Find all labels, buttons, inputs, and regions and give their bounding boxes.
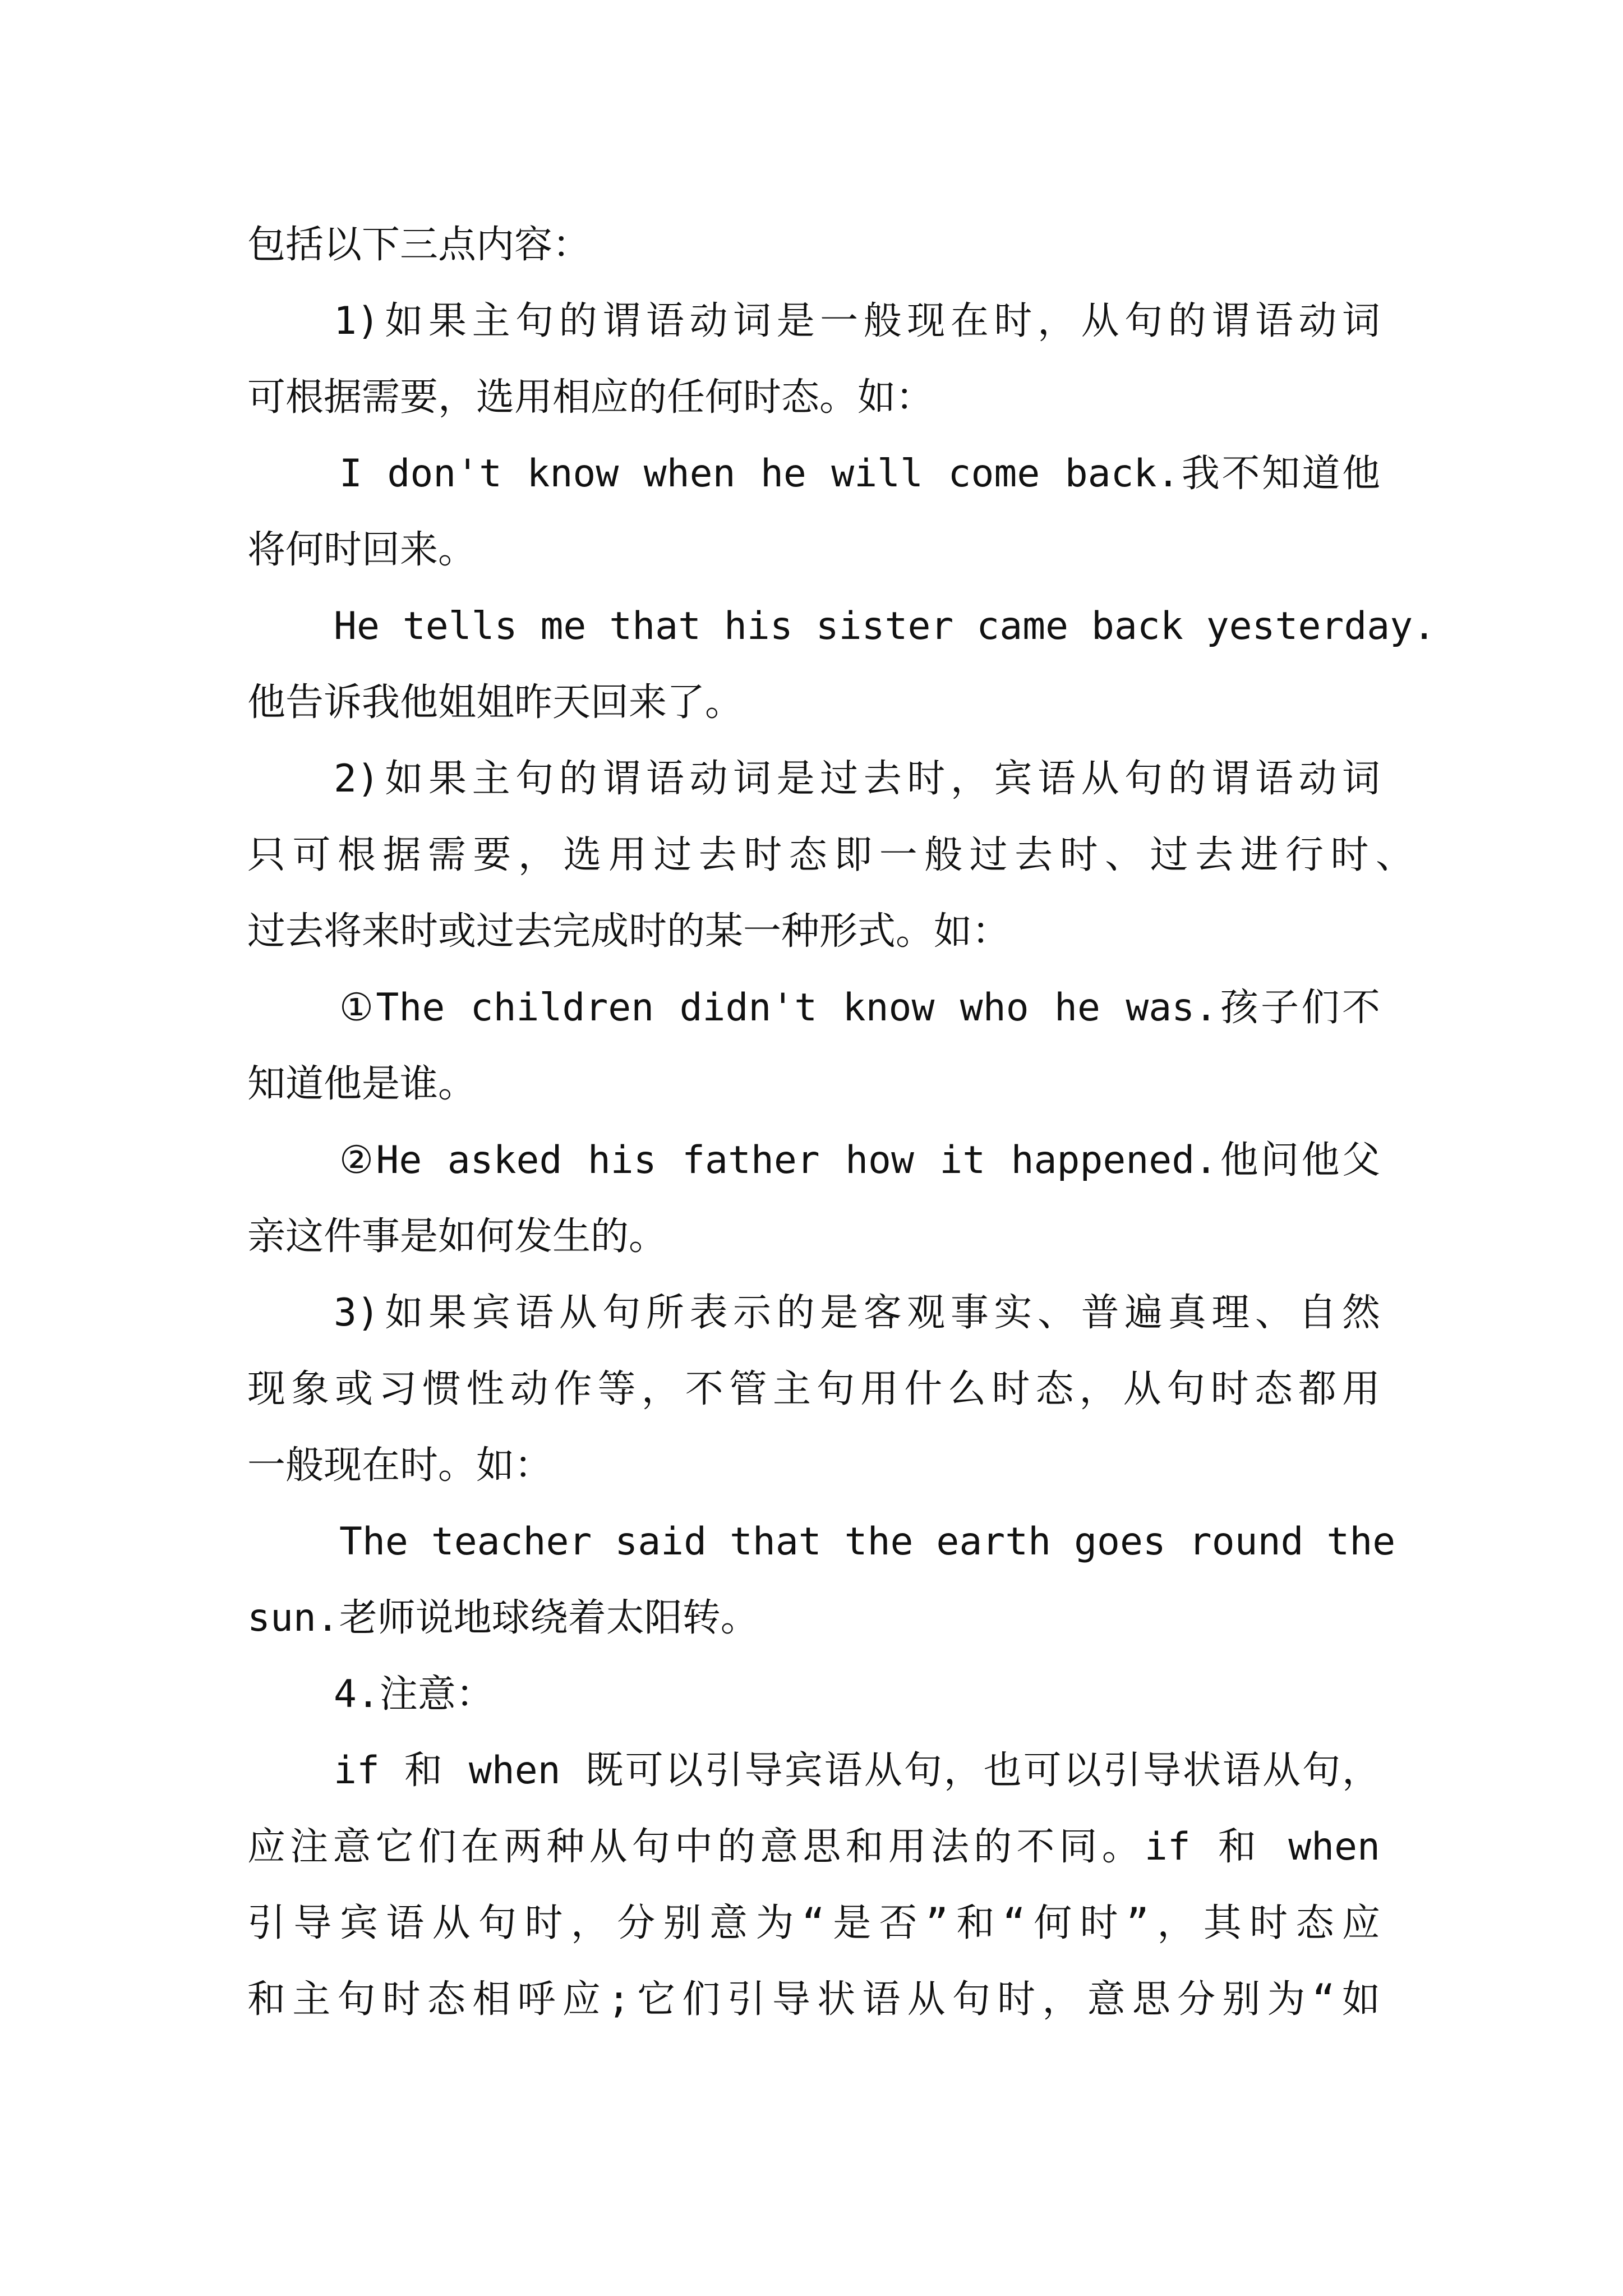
text-line: 他告诉我他姐姐昨天回来了。 — [247, 680, 744, 725]
text-line: 2)如果主句的谓语动词是过去时，宾语从句的谓语动词 — [334, 757, 1380, 801]
text-line: 一般现在时。如： — [247, 1443, 553, 1488]
text-line: 包括以下三点内容： — [247, 223, 591, 267]
text-line: 可根据需要，选用相应的任何时态。如： — [247, 375, 934, 420]
text-line: 3)如果宾语从句所表示的是客观事实、普遍真理、自然 — [334, 1291, 1380, 1335]
text-line: I don't know when he will come back.我不知道他 — [339, 452, 1380, 496]
text-line: ②He asked his father how it happened.他问他父 — [339, 1138, 1380, 1182]
text-line: 将何时回来。 — [247, 528, 477, 572]
text-line: 现象或习惯性动作等，不管主句用什么时态，从句时态都用 — [247, 1367, 1380, 1411]
text-line: 只可根据需要，选用过去时态即一般过去时、过去进行时、 — [247, 833, 1414, 877]
text-line: 过去将来时或过去完成时的某一种形式。如： — [247, 909, 1011, 954]
text-line: 引导宾语从句时，分别意为“是否”和“何时”，其时态应 — [247, 1901, 1380, 1945]
text-line: 亲这件事是如何发生的。 — [247, 1214, 667, 1259]
text-line: The teacher said that the earth goes round the — [339, 1520, 1396, 1564]
text-line: if 和 when 既可以引导宾语从句，也可以引导状语从句， — [334, 1749, 1380, 1793]
text-line: 知道他是谁。 — [247, 1062, 477, 1106]
text-line: sun.老师说地球绕着太阳转。 — [247, 1596, 759, 1640]
text-line: 和主句时态相呼应;它们引导状语从句时，意思分别为“如 — [247, 1977, 1380, 2022]
text-line: He tells me that his sister came back yesterday. — [334, 604, 1436, 648]
text-line: ①The children didn't know who he was.孩子们不 — [339, 986, 1380, 1030]
text-line: 4.注意： — [334, 1672, 494, 1717]
text-line: 应注意它们在两种从句中的意思和用法的不同。if 和 when — [247, 1825, 1380, 1869]
text-line: 1)如果主句的谓语动词是一般现在时，从句的谓语动词 — [334, 299, 1380, 343]
